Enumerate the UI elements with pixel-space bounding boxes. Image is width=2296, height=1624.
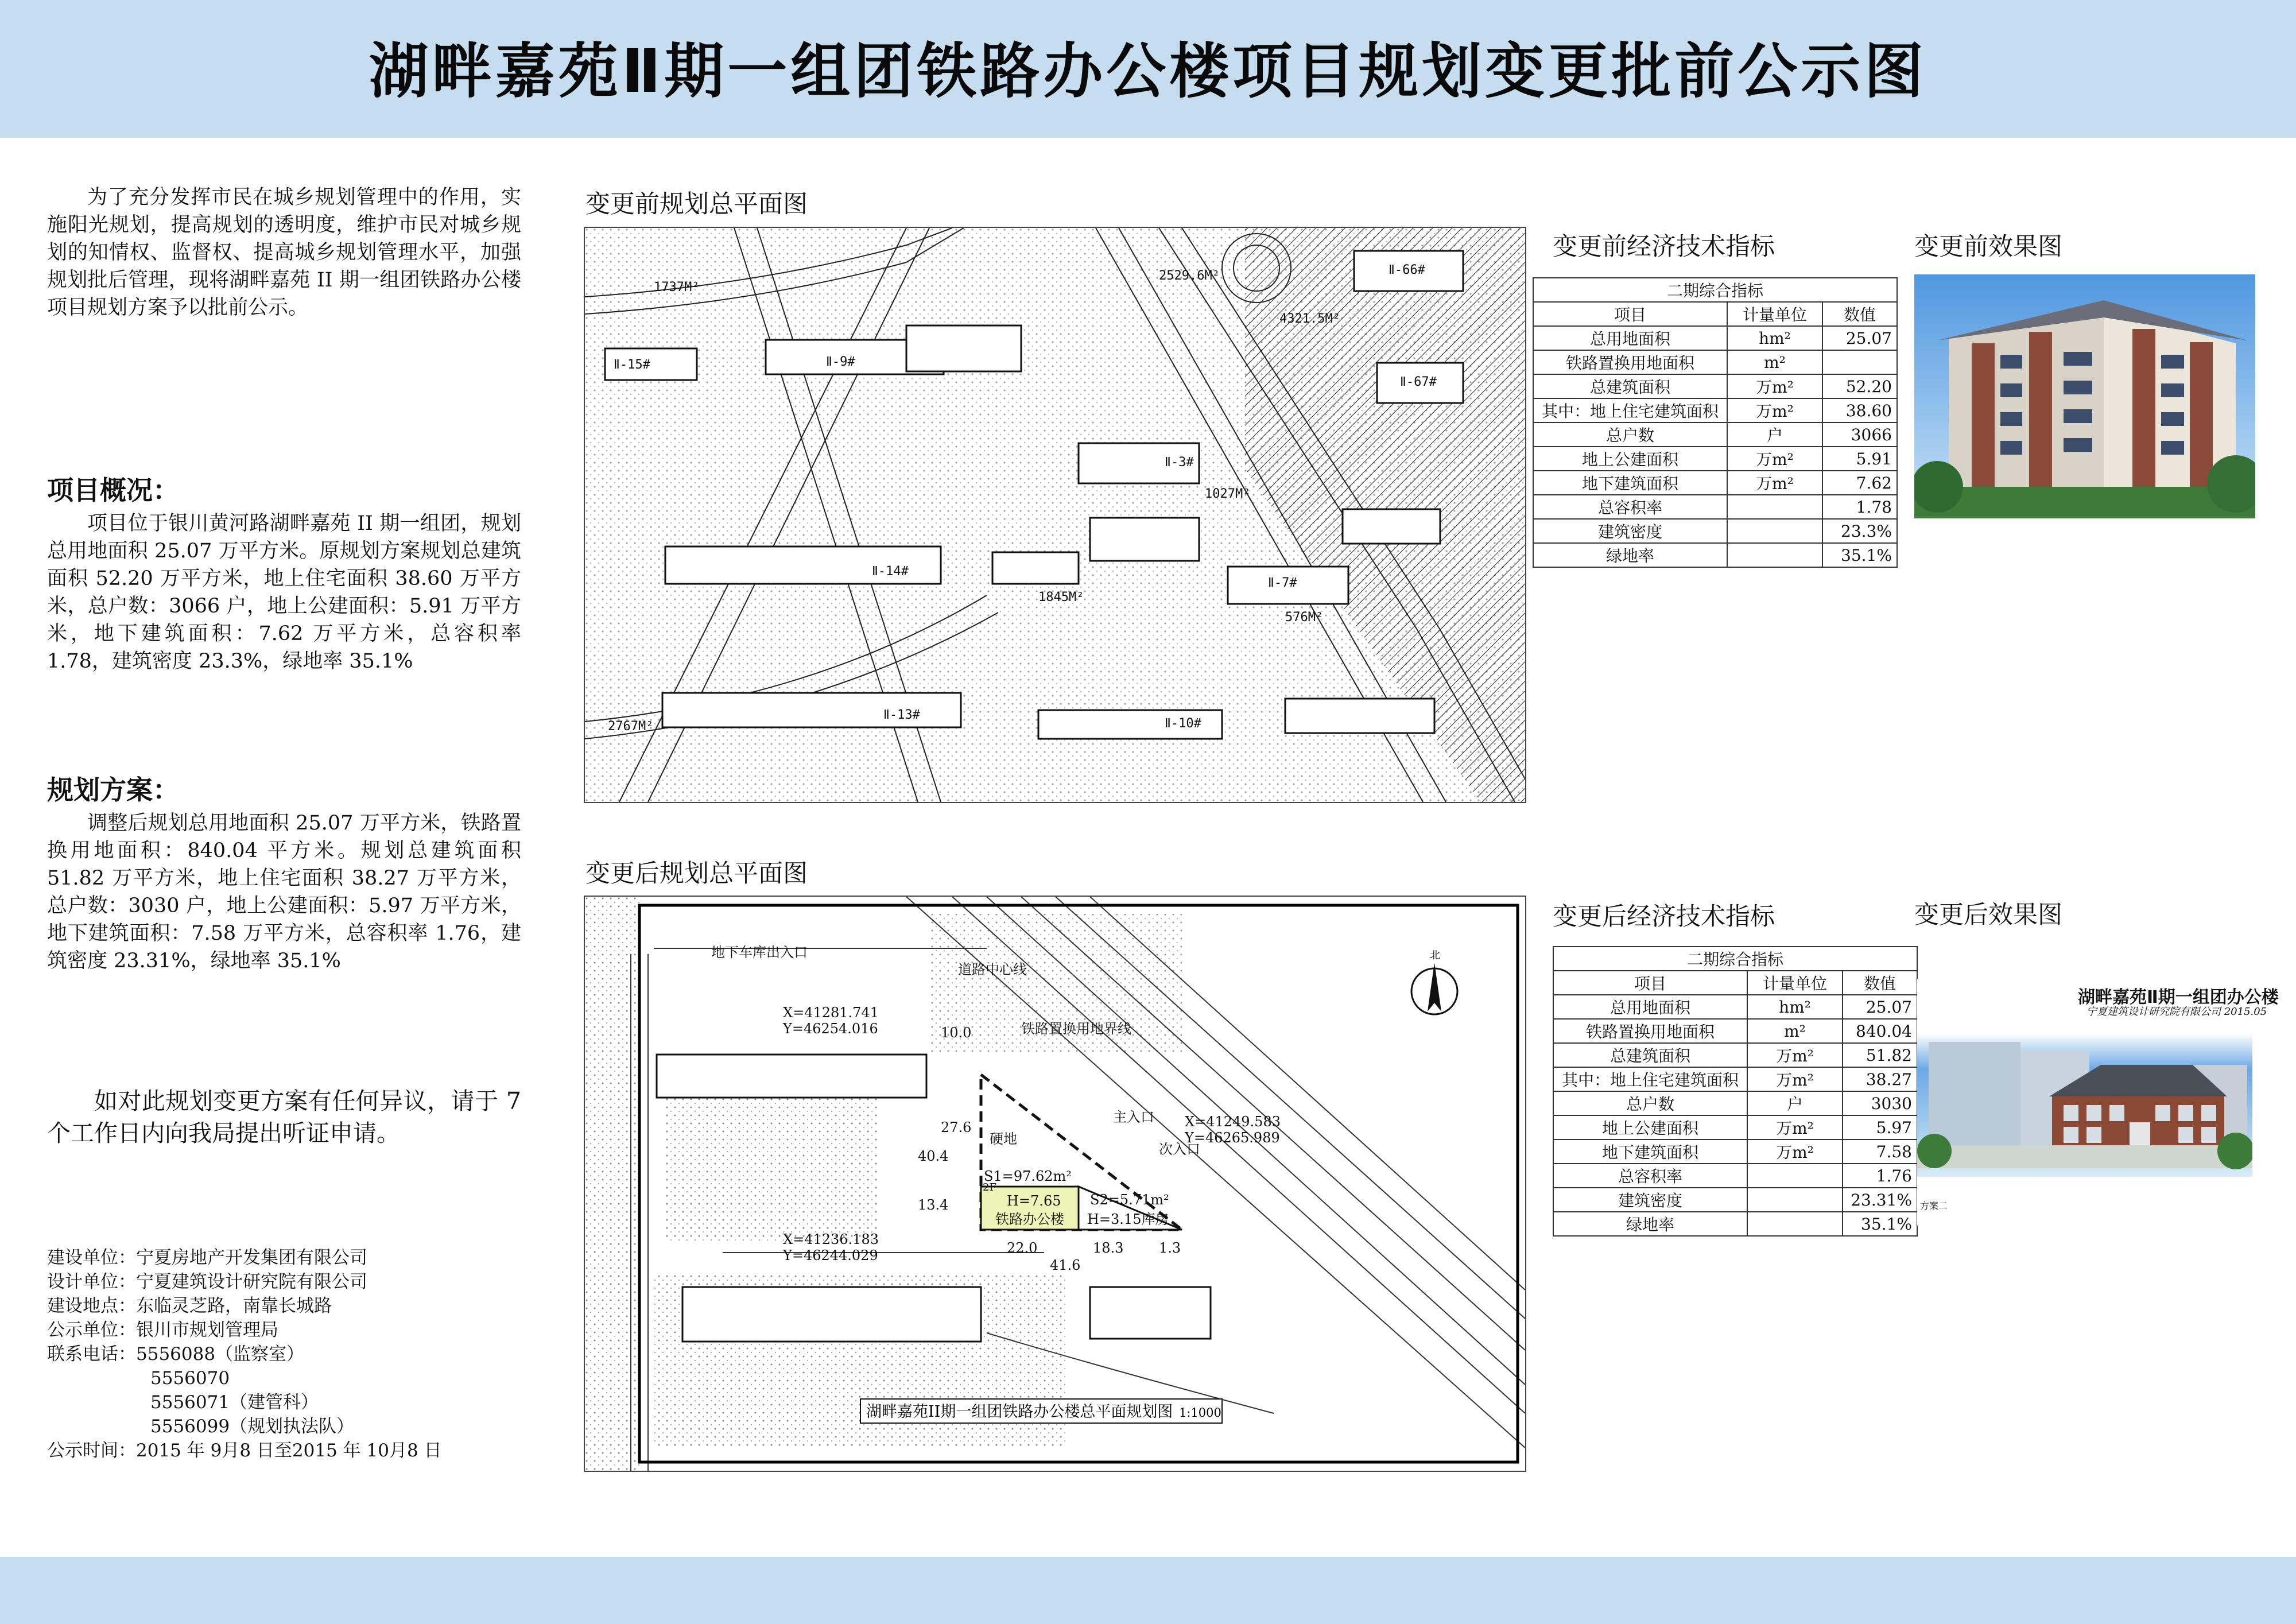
table-cell: 其中：地上住宅建筑面积 bbox=[1553, 1067, 1747, 1091]
hard-ground-label: 硬地 bbox=[990, 1131, 1017, 1147]
plan-after-drawing bbox=[584, 896, 1526, 1472]
coord-label: X=41249.583 bbox=[1185, 1114, 1281, 1130]
table-cell: 万m² bbox=[1747, 1043, 1843, 1067]
before-building-label: Ⅱ-67# bbox=[1400, 375, 1437, 389]
table-cell bbox=[1727, 519, 1822, 543]
bottom-band bbox=[0, 1557, 2296, 1624]
table-row bbox=[1533, 326, 1897, 350]
table-cell: 铁路置换用地面积 bbox=[1553, 1019, 1747, 1043]
table-cell: 23.3% bbox=[1822, 519, 1897, 543]
dim-label: 13.4 bbox=[918, 1197, 949, 1213]
table-cell: 建筑密度 bbox=[1553, 1188, 1747, 1212]
table-caption: 二期综合指标 bbox=[1533, 278, 1897, 302]
before-building-label: Ⅱ-7# bbox=[1268, 576, 1297, 590]
table-cell: 总容积率 bbox=[1533, 495, 1727, 519]
table-row bbox=[1553, 1212, 1917, 1236]
table-cell: 35.1% bbox=[1822, 543, 1897, 567]
effect-render-before bbox=[1914, 274, 2255, 518]
before-area-label: 4321.5M² bbox=[1279, 312, 1340, 326]
table-header: 计量单位 bbox=[1747, 971, 1843, 995]
table-cell: 3030 bbox=[1843, 1091, 1917, 1115]
table-cell: 户 bbox=[1747, 1091, 1843, 1115]
table-row bbox=[1533, 471, 1897, 495]
table-cell: 建筑密度 bbox=[1533, 519, 1727, 543]
dim-label: 22.0 bbox=[1007, 1240, 1038, 1256]
table-row bbox=[1553, 1043, 1917, 1067]
plan-after-label: 变更后规划总平面图 bbox=[585, 859, 808, 888]
table-cell: 万m² bbox=[1727, 447, 1822, 471]
table-cell bbox=[1747, 1212, 1843, 1236]
builder-line: 建设单位：宁夏房地产开发集团有限公司 bbox=[47, 1247, 367, 1268]
table-cell: 3066 bbox=[1822, 423, 1897, 447]
table-cell: 绿地率 bbox=[1553, 1212, 1747, 1236]
table-cell: 其中：地上住宅建筑面积 bbox=[1533, 398, 1727, 423]
table-cell: 万m² bbox=[1727, 374, 1822, 398]
office-label: 铁路办公楼 bbox=[995, 1211, 1064, 1227]
table-row bbox=[1553, 1164, 1917, 1188]
project-info bbox=[47, 1246, 442, 1463]
table-cell: 总用地面积 bbox=[1533, 326, 1727, 350]
table-cell: hm² bbox=[1747, 995, 1843, 1019]
table-cell bbox=[1747, 1164, 1843, 1188]
garage-entry-label: 地下车库出入口 bbox=[711, 944, 808, 960]
table-cell: 总户数 bbox=[1533, 423, 1727, 447]
table-cell bbox=[1727, 543, 1822, 567]
page-title: 湖畔嘉苑Ⅱ期一组团铁路办公楼项目规划变更批前公示图 bbox=[369, 36, 1927, 106]
before-area-label: 1845M² bbox=[1038, 590, 1084, 604]
dim-label: 27.6 bbox=[941, 1119, 972, 1135]
table-cell: hm² bbox=[1727, 326, 1822, 350]
table-row bbox=[1553, 1091, 1917, 1115]
plan-before-label: 变更前规划总平面图 bbox=[585, 190, 808, 219]
table-cell: 总用地面积 bbox=[1553, 995, 1747, 1019]
dim-label: 41.6 bbox=[1050, 1257, 1081, 1273]
table-cell: 25.07 bbox=[1843, 995, 1917, 1019]
before-building-label: Ⅱ-14# bbox=[872, 564, 909, 579]
table-cell: 51.82 bbox=[1843, 1043, 1917, 1067]
before-building-label: Ⅱ-3# bbox=[1165, 455, 1194, 470]
before-area-label: 2529.6M² bbox=[1159, 269, 1220, 283]
table-cell: m² bbox=[1727, 350, 1822, 374]
table-cell bbox=[1747, 1188, 1843, 1212]
phone-line-1: 联系电话：5556088（监察室） bbox=[47, 1344, 305, 1365]
table-row bbox=[1553, 1139, 1917, 1164]
coord-label: X=41281.741 bbox=[783, 1005, 879, 1021]
coord-label: Y=46244.029 bbox=[783, 1247, 878, 1263]
before-area-label: 2767M² bbox=[608, 719, 654, 734]
phone-line-2: 5556070 bbox=[150, 1368, 230, 1389]
table-row bbox=[1553, 1115, 1917, 1139]
plan-scale: 1:1000 bbox=[1179, 1406, 1221, 1420]
table-header: 项目 bbox=[1553, 971, 1747, 995]
table-header: 项目 bbox=[1533, 302, 1727, 326]
scheme-heading: 规划方案： bbox=[47, 774, 179, 805]
table-cell: 840.04 bbox=[1843, 1019, 1917, 1043]
table-cell: 地上公建面积 bbox=[1533, 447, 1727, 471]
table-cell: 万m² bbox=[1727, 471, 1822, 495]
table-header: 数值 bbox=[1843, 971, 1917, 995]
table-cell: 5.97 bbox=[1843, 1115, 1917, 1139]
before-building-label: Ⅱ-9# bbox=[826, 355, 855, 369]
table-cell: 5.91 bbox=[1822, 447, 1897, 471]
table-cell: 地上公建面积 bbox=[1553, 1115, 1747, 1139]
road-center-label: 道路中心线 bbox=[958, 962, 1027, 978]
coord-label: Y=46254.016 bbox=[783, 1021, 878, 1037]
table-row bbox=[1533, 350, 1897, 374]
dim-label: 40.4 bbox=[918, 1148, 949, 1164]
height-label: H=7.65 bbox=[1007, 1193, 1061, 1209]
table-cell: 万m² bbox=[1727, 398, 1822, 423]
floors-label: 2F bbox=[983, 1181, 996, 1193]
dim-label: 18.3 bbox=[1093, 1240, 1124, 1256]
tech-after-label: 变更后经济技术指标 bbox=[1553, 902, 1775, 931]
table-cell: 52.20 bbox=[1822, 374, 1897, 398]
dim-label: 10.0 bbox=[941, 1025, 972, 1041]
render-after-title: 湖畔嘉苑Ⅱ期一组团办公楼 bbox=[2078, 987, 2279, 1007]
scheme-paragraph: 调整后规划总用地面积 25.07 万平方米，铁路置换用地面积：840.04 平方米。规划总建筑面积 51.82 万平方米，地上住宅面积 38.27 万平方米，总户数：3030 户，地上公建面积：5.97 万平方米，地下建筑面积：7.58 万平方米，总容积率 1.76，建筑密度 23.31%，绿地率 35.1% bbox=[47, 812, 521, 972]
rail-line-label: 铁路置换用地界线 bbox=[1021, 1021, 1131, 1037]
coord-label: X=41236.183 bbox=[783, 1231, 879, 1247]
render-after-subtitle: 宁夏建筑设计研究院有限公司 2015.05 bbox=[2086, 1006, 2267, 1018]
table-caption: 二期综合指标 bbox=[1553, 947, 1917, 971]
table-cell: 25.07 bbox=[1822, 326, 1897, 350]
table-cell: 绿地率 bbox=[1533, 543, 1727, 567]
storage-height-label: H=3.15库房 bbox=[1087, 1211, 1169, 1227]
phone-line-4: 5556099（规划执法队） bbox=[150, 1416, 355, 1437]
table-header: 计量单位 bbox=[1727, 302, 1822, 326]
table-cell: 35.1% bbox=[1843, 1212, 1917, 1236]
table-row bbox=[1533, 447, 1897, 471]
before-building-label: Ⅱ-10# bbox=[1165, 716, 1201, 731]
table-cell: 总容积率 bbox=[1553, 1164, 1747, 1188]
table-row bbox=[1533, 519, 1897, 543]
table-cell: 7.58 bbox=[1843, 1139, 1917, 1164]
table-row bbox=[1553, 1188, 1917, 1212]
table-cell: 38.60 bbox=[1822, 398, 1897, 423]
table-cell: 户 bbox=[1727, 423, 1822, 447]
north-label: 北 bbox=[1430, 949, 1440, 962]
publisher-line: 公示单位：银川市规划管理局 bbox=[47, 1320, 278, 1340]
render-after-caption: 方案二 bbox=[1920, 1200, 1948, 1211]
table-row bbox=[1553, 995, 1917, 1019]
table-cell: 总建筑面积 bbox=[1553, 1043, 1747, 1067]
table-cell bbox=[1727, 495, 1822, 519]
table-cell: 总建筑面积 bbox=[1533, 374, 1727, 398]
before-area-label: 1737M² bbox=[654, 280, 700, 294]
table-cell: 地下建筑面积 bbox=[1533, 471, 1727, 495]
table-cell: 万m² bbox=[1747, 1067, 1843, 1091]
table-row bbox=[1533, 398, 1897, 423]
location-line: 建设地点：东临灵芝路，南靠长城路 bbox=[47, 1296, 332, 1316]
overview-heading: 项目概况： bbox=[47, 475, 179, 506]
table-cell: 38.27 bbox=[1843, 1067, 1917, 1091]
sub-entry-label: 次入口 bbox=[1159, 1141, 1200, 1157]
table-cell: 23.31% bbox=[1843, 1188, 1917, 1212]
objection-notice: 如对此规划变更方案有任何异议，请于 7 个工作日内向我局提出听证申请。 bbox=[47, 1087, 521, 1147]
table-row bbox=[1553, 1067, 1917, 1091]
plan-before-drawing bbox=[584, 227, 1526, 803]
table-row bbox=[1553, 1019, 1917, 1043]
before-building-label: Ⅱ-15# bbox=[614, 358, 650, 372]
period-line: 公示时间：2015 年 9月8 日至2015 年 10月8 日 bbox=[47, 1440, 442, 1461]
table-cell: 铁路置换用地面积 bbox=[1533, 350, 1727, 374]
landscape-area bbox=[665, 1098, 878, 1241]
table-cell: 1.76 bbox=[1843, 1164, 1917, 1188]
table-cell: 万m² bbox=[1747, 1139, 1843, 1164]
dim-label: 1.3 bbox=[1159, 1240, 1181, 1256]
designer-line: 设计单位：宁夏建筑设计研究院有限公司 bbox=[47, 1272, 367, 1292]
before-building-label: Ⅱ-66# bbox=[1389, 263, 1425, 277]
effect-after-label: 变更后效果图 bbox=[1914, 901, 2062, 929]
table-row bbox=[1533, 543, 1897, 567]
table-cell: 1.78 bbox=[1822, 495, 1897, 519]
effect-before-label: 变更前效果图 bbox=[1914, 232, 2062, 261]
table-cell: 地下建筑面积 bbox=[1553, 1139, 1747, 1164]
table-row bbox=[1533, 495, 1897, 519]
table-cell bbox=[1822, 350, 1897, 374]
tech-table-after bbox=[1553, 946, 1918, 1237]
table-header-row bbox=[1553, 971, 1917, 995]
phone-line-3: 5556071（建管科） bbox=[150, 1392, 319, 1413]
main-entry-label: 主入口 bbox=[1113, 1109, 1154, 1125]
table-cell: 万m² bbox=[1747, 1115, 1843, 1139]
before-building-label: Ⅱ-13# bbox=[883, 708, 920, 722]
area-s2-label: S2=5.71m² bbox=[1090, 1192, 1169, 1208]
plan-title: 湖畔嘉苑II期一组团铁路办公楼总平面规划图 bbox=[866, 1403, 1173, 1421]
area-s1-label: S1=97.62m² bbox=[984, 1168, 1072, 1184]
intro-paragraph: 为了充分发挥市民在城乡规划管理中的作用，实施阳光规划，提高规划的透明度，维护市民对城乡规划的知情权、监督权、提高城乡规划管理水平，加强规划批后管理，现将湖畔嘉苑 II 期一组团铁路办公楼项目规划方案予以批前公示。 bbox=[47, 186, 521, 319]
table-header: 数值 bbox=[1822, 302, 1897, 326]
table-cell: m² bbox=[1747, 1019, 1843, 1043]
coord-label: Y=46265.989 bbox=[1185, 1130, 1280, 1146]
table-row bbox=[1533, 423, 1897, 447]
table-cell: 总户数 bbox=[1553, 1091, 1747, 1115]
table-header-row bbox=[1533, 302, 1897, 326]
before-area-label: 1027M² bbox=[1205, 487, 1251, 501]
tech-table-before bbox=[1533, 277, 1898, 568]
tech-before-label: 变更前经济技术指标 bbox=[1553, 232, 1775, 261]
overview-paragraph: 项目位于银川黄河路湖畔嘉苑 II 期一组团，规划总用地面积 25.07 万平方米。原规划方案规划总建筑面积 52.20 万平方米，地上住宅面积 38.60 万平方米，总户数：3066 户，地上公建面积：5.91 万平方米，地下建筑面积：7.62 万平方米，总容积率 1.78，建筑密度 23.3%，绿地率 35.1% bbox=[47, 512, 521, 673]
before-area-label: 576M² bbox=[1285, 610, 1324, 625]
table-row bbox=[1533, 374, 1897, 398]
table-cell: 7.62 bbox=[1822, 471, 1897, 495]
